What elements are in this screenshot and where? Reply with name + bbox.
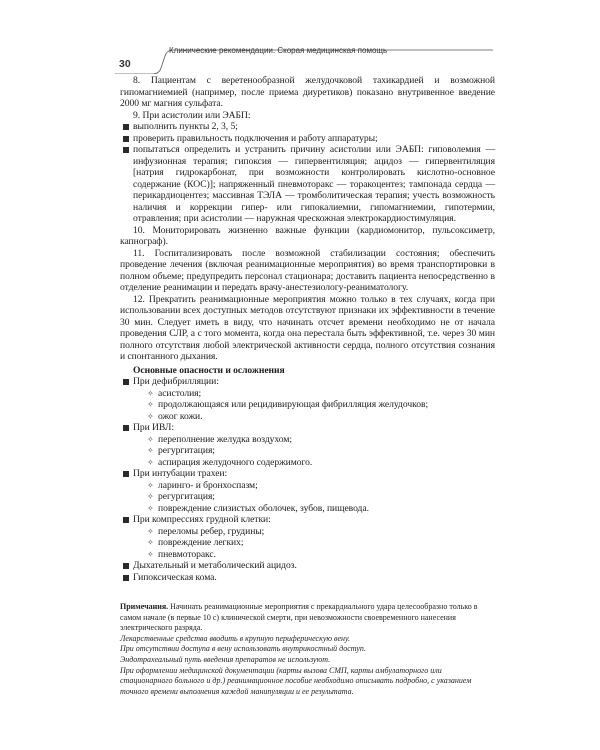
notes-lead: Примечания. <box>120 602 169 611</box>
list-item: попытаться определить и устранить причину асистолии или ЭАБП: гиповолемия — инфузионная терапия; гипоксия — гипервентиляция; ацидоз — гипервентиляция [натрия гидрокарбонат, при возможности контролировать кислотно-основное содержание (КОС)]; напряженный пневмоторакс — торакоцентез; тампонада сердца — перикардиоцентез; массивная ТЭЛА — тромболитическая терапия; учесть возможность наличия и коррекции гипер- или гипокалиемии, гипомагниемии, гипотермии, отравления; при асистолии — наружная чрескожная электрокардиостимуляция. <box>120 144 495 225</box>
asystole-list <box>120 121 495 225</box>
risk-group-intubation: При интубации трахеи: ✧ ларинго- и бронхоспазм; ✧ регургитация; ✧ повреждение слизистых оболочек, зубов, пищевода. <box>120 468 495 514</box>
list-item: ✧ повреждение легких; <box>147 537 495 549</box>
running-header <box>113 44 493 74</box>
list-item: ✧ регургитация; <box>147 491 495 503</box>
note-italic: При отсутствии доступа в вену использовать внутрикостный доступ. <box>120 644 366 654</box>
note-italic: Лекарственные средства вводить в крупную периферическую вену. <box>120 633 351 643</box>
item-8: 8. Пациентам с веретенообразной желудочковой тахикардией и возможной гипомагниемией (например, после приема диуретиков) показано внутривенное введение 2000 мг магния сульфата. <box>120 75 495 109</box>
item-11: 11. Госпитализировать после возможной стабилизации состояния; обеспечить проведение лечения (включая реанимационные мероприятия) во время транспортировки в полном объеме; предупредить персонал стационара; доставить пациента непосредственно в отделение реанимации и передать врачу-анестезиологу-реаниматологу. <box>120 247 495 293</box>
note-main: Примечания. Начинать реанимационные мероприятия с прекардиального удара целесообразно только в самом начале (в первые 10 с) клинической смерти, при невозможности своевременного нанесения электрического разряда. <box>120 602 478 633</box>
risk-acidosis: Дыхательный и метаболический ацидоз. <box>120 560 495 572</box>
item-9: 9. При асистолии или ЭАБП: <box>133 109 251 121</box>
list-item: ✧ пневмоторакс. <box>147 549 495 561</box>
note-italic: Эндотрахеальный путь введения препаратов не используют. <box>120 654 331 664</box>
note-italic: При оформлении медицинской документации (карты вызова СМП, карты амбулаторного или стационарного больного и др.) реанимационное пособие необходимо описывать подробно, с указанием точного времени выполнения каждой манипуляции и ее результата. <box>120 665 472 696</box>
list-item: ✧ продолжающаяся или рецидивирующая фибрилляция желудочков; <box>147 399 495 411</box>
list-item: ✧ повреждение слизистых оболочек, зубов, пищевода. <box>147 503 495 515</box>
risk-hypoxic-coma: Гипоксическая кома. <box>120 572 495 584</box>
notes-block <box>120 602 495 697</box>
risks-list <box>120 376 495 583</box>
list-item: проверить правильность подключения и работу аппаратуры; <box>120 133 495 145</box>
risk-group-compressions: При компрессиях грудной клетки: ✧ переломы ребер, грудины; ✧ повреждение легких; ✧ пневмоторакс. <box>120 514 495 560</box>
list-item: ✧ аспирация желудочного содержимого. <box>147 457 495 469</box>
risk-group-defibrillation: При дефибрилляции: ✧ асистолия; ✧ продолжающаяся или рецидивирующая фибрилляция желудочков; ✧ ожог кожи. <box>120 376 495 422</box>
item-10: 10. Мониторировать жизненно важные функции (кардиомонитор, пульсоксиметр, капнограф). <box>120 224 496 247</box>
list-item: ✧ переполнение желудка воздухом; <box>147 434 495 446</box>
list-item: ✧ регургитация; <box>147 445 495 457</box>
list-item: выполнить пункты 2, 3, 5; <box>120 121 495 133</box>
list-item: ✧ ожог кожи. <box>147 411 495 423</box>
list-item: ✧ асистолия; <box>147 388 495 400</box>
main-text <box>120 75 495 583</box>
list-item: ✧ переломы ребер, грудины; <box>147 526 495 538</box>
section-title: Основные опасности и осложнения <box>133 364 285 376</box>
item-12: 12. Прекратить реанимационные мероприятия можно только в тех случаях, когда при использовании всех доступных методов отсутствуют признаки их эффективности в течение 30 мин. Следует иметь в виду, что начинать отсчет времени необходимо не от начала проведения СЛР, а с того момента, когда она перестала быть эффективной, т.е. через 30 мин полного отсутствия любой электрической активности сердца, полного отсутствия сознания и спонтанного дыхания. <box>120 293 495 362</box>
running-title: Клинические рекомендации. Скорая медицинская помощь <box>169 46 388 55</box>
list-item: ✧ ларинго- и бронхоспазм; <box>147 480 495 492</box>
page-number: 30 <box>119 58 131 70</box>
risk-group-ventilation: При ИВЛ: ✧ переполнение желудка воздухом; ✧ регургитация; ✧ аспирация желудочного содержимого. <box>120 422 495 468</box>
